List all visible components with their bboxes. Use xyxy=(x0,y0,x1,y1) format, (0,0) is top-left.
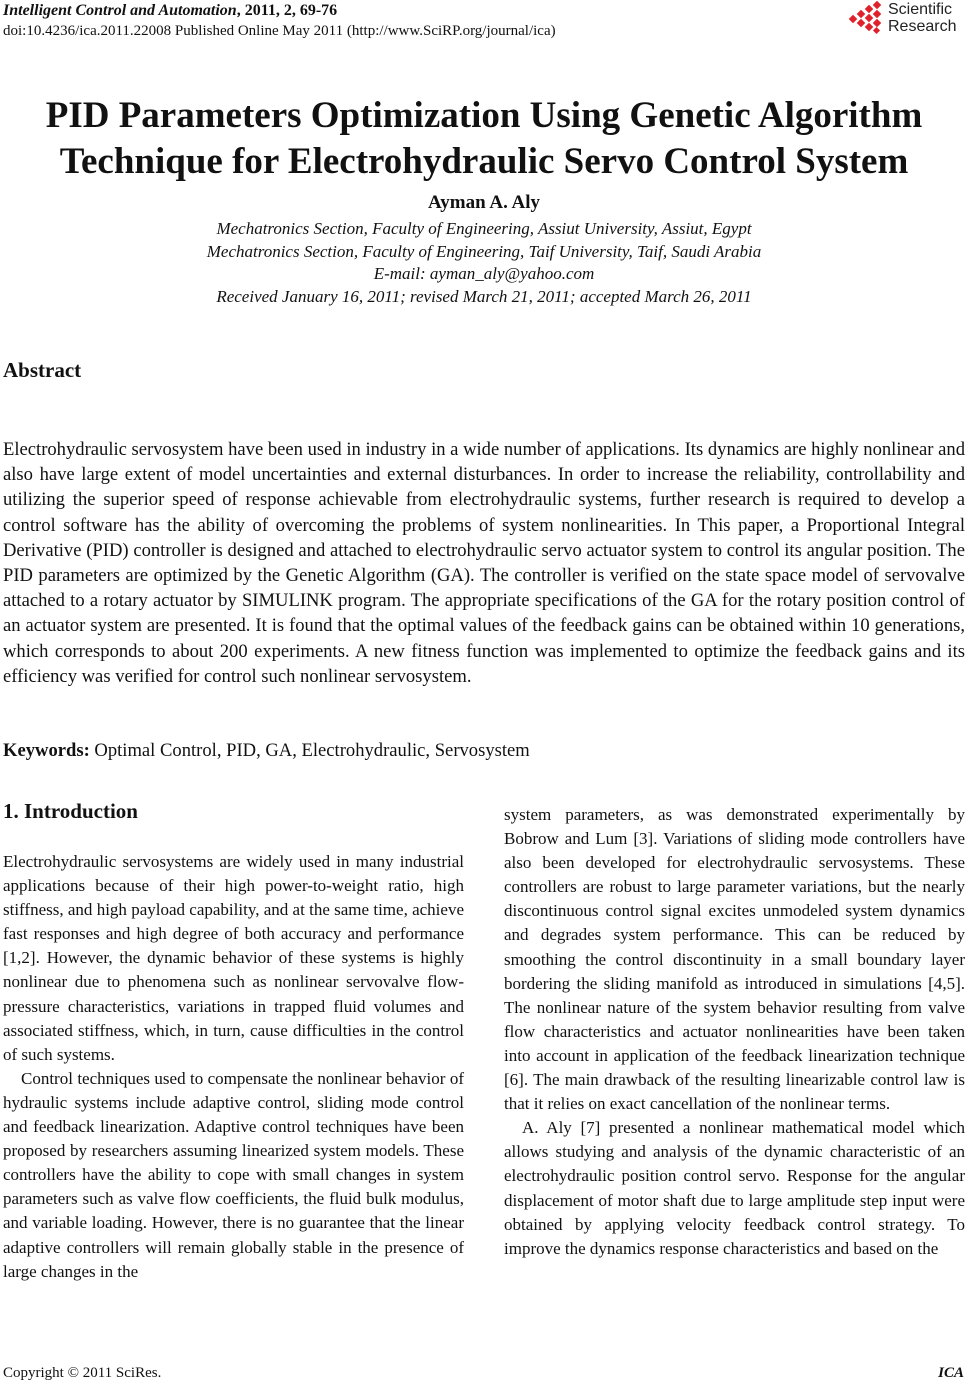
abstract-text: Electrohydraulic servosystem have been used in industry in a wide number of applications. Its dynamics are highly nonlinear and also have large extent of model uncertainties and external disturbances. In order to increase the reliability, controllability and utilizing the superior speed of response achievable from electrohydraulic systems, further research is required to develop a control software has the ability of overcoming the problems of system nonlinearities. In This paper, a Proportional Integral Derivative (PID) controller is designed and attached to electrohydraulic servo actuator system to control its angular position. The PID parameters are optimized by the Genetic Algorithm (GA). The controller is verified on the state space model of servovalve attached to a rotary actuator by SIMULINK program. The appropriate specifications of the GA for the rotary position control of an actuator system are presented. It is found that the optimal values of the feedback gains can be obtained within 10 generations, which corresponds to about 200 experiments. A new fitness function was implemented to optimize the feedback gains and its efficiency was verified for control such nonlinear servosystem. xyxy=(3,439,965,687)
journal-header xyxy=(3,2,337,20)
keywords xyxy=(3,740,530,762)
received-dates: Received January 16, 2011; revised March 21, 2011; accepted March 26, 2011 xyxy=(216,286,752,306)
right-column xyxy=(504,803,965,1261)
author: Ayman A. Aly xyxy=(427,192,541,213)
journal-name: Intelligent Control and Automation xyxy=(3,2,237,19)
doi-line: doi:10.4236/ica.2011.22008 Published Online May 2011 (http://www.SciRP.org/journal/ica) xyxy=(3,23,556,39)
title-line: PID Parameters Optimization Using Genetic Algorithm xyxy=(45,95,923,136)
copyright: Copyright © 2011 SciRes. xyxy=(3,1365,162,1381)
paragraph: system parameters, as was demonstrated experimentally by Bobrow and Lum [3]. Variations of sliding mode controllers have also been developed for electrohydraulic servosystems. These controllers are robust to large parameter variations, but the nearly discontinuous control signal excites unmodeled system dynamics and degrades system performance. This can be reduced by smoothing the control discontinuity in a small boundary layer bordering the sliding manifold as introduced in simulations [4,5]. The nonlinear nature of the system behavior resulting from valve flow characteristics and actuator nonlinearities have been taken into account in application of the feedback linearization technique [6]. The main drawback of the resulting linearizable control law is that it relies on exact cancellation of the nonlinear terms. xyxy=(504,805,965,1114)
diamond-cluster-icon xyxy=(848,0,888,36)
paragraph: A. Aly [7] presented a nonlinear mathematical model which allows studying and analysis of the dynamic characteristic of an electrohydraulic position control servo. Response for the angular displacement of motor shaft due to large amplitude step input were obtained by applying velocity feedback control strategy. To improve the dynamics response characteristics and based on the xyxy=(504,1118,965,1258)
journal-abbreviation: ICA xyxy=(938,1365,964,1381)
logo-text-2: Research xyxy=(888,18,957,35)
abstract-heading: Abstract xyxy=(3,358,82,382)
affiliation: Mechatronics Section, Faculty of Engineering, Taif University, Taif, Saudi Arabia xyxy=(206,241,762,261)
title-line: Technique for Electrohydraulic Servo Control System xyxy=(59,141,909,182)
paragraph: Electrohydraulic servosystems are widely used in many industrial applications because of their high power-to-weight ratio, high stiffness, and high payload capability, and at the same time, achieve fast responses and high degree of both accuracy and performance [1,2]. However, the dynamic behavior of these systems is highly nonlinear due to phenomena such as nonlinear servovalve flow-pressure characteristics, variations in trapped fluid volumes and associated stiffness, which, in turn, cause difficulties in the control of such systems. xyxy=(3,852,464,1064)
affiliation: Mechatronics Section, Faculty of Engineering, Assiut University, Assiut, Egypt xyxy=(216,219,752,238)
keywords-label: Keywords: xyxy=(3,740,90,761)
email[interactable]: E-mail: ayman_aly@yahoo.com xyxy=(373,264,595,283)
paragraph: Control techniques used to compensate the nonlinear behavior of hydraulic systems include adaptive control, sliding mode control and feedback linearization. Adaptive control techniques have been proposed by researchers assuming linearized system models. These controllers have the ability to cope with small changes in system parameters such as valve flow coefficients, the fluid bulk modulus, and variable loading. However, there is no guarantee that the linear adaptive controllers will remain globally stable in the presence of large changes in the xyxy=(3,1068,464,1281)
section-heading: 1. Introduction xyxy=(3,799,138,823)
left-column xyxy=(3,850,464,1284)
publisher-logo xyxy=(848,0,956,36)
affiliations xyxy=(0,218,968,308)
keywords-list: Optimal Control, PID, GA, Electrohydraulic, Servosystem xyxy=(89,740,530,761)
journal-issue: , 2011, 2, 69-76 xyxy=(236,2,338,19)
paper-title xyxy=(0,93,968,185)
logo-text-1: Scientific xyxy=(888,1,953,18)
